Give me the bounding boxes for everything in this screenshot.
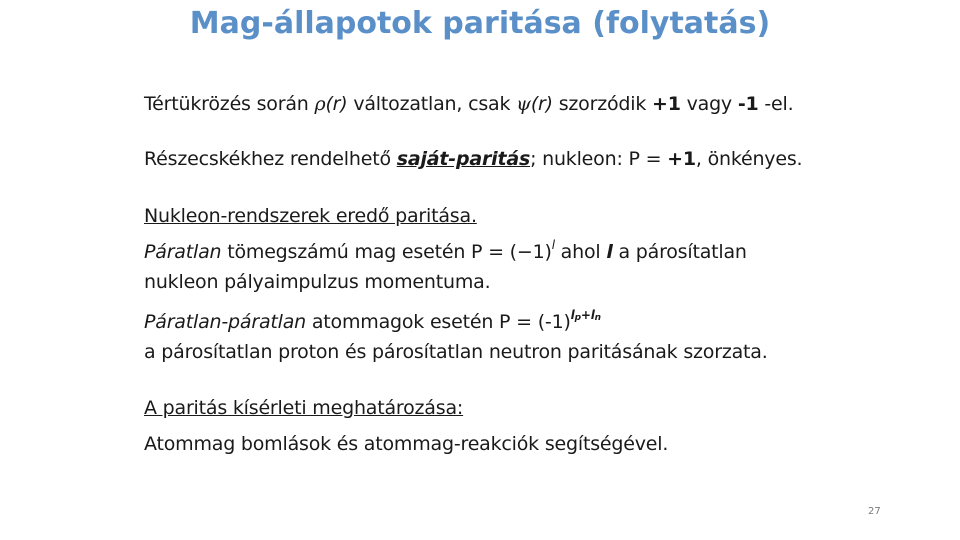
- paragraph-experimental: Atommag bomlások és atommag-reakciók segítségével.: [144, 433, 669, 455]
- text: Páratlan: [144, 241, 222, 263]
- slide-title: Mag-állapotok paritása (folytatás): [189, 6, 771, 41]
- text: (r): [325, 93, 348, 115]
- text: változatlan, csak: [347, 93, 517, 115]
- text: vagy: [680, 93, 738, 115]
- text: l: [606, 241, 613, 263]
- page-number: 27: [868, 506, 881, 517]
- heading-nucleon-systems: Nukleon-rendszerek eredő paritása.: [144, 205, 477, 227]
- psi-symbol: ψ: [516, 93, 531, 115]
- paragraph-odd-mass-cont: nukleon pályaimpulzus momentuma.: [144, 271, 491, 293]
- subscript: p: [574, 313, 581, 323]
- paragraph-spatial-reflection: [144, 89, 793, 119]
- text: szorzódik: [552, 93, 652, 115]
- text: Tértükrözés során: [144, 93, 315, 115]
- paragraph-odd-odd: [144, 307, 601, 337]
- text: a párosítatlan: [612, 241, 747, 263]
- text: Részecskékhez rendelhető: [144, 148, 397, 170]
- text: -1: [737, 93, 759, 115]
- text: atommagok esetén P = (-1): [306, 311, 571, 333]
- subscript: n: [594, 313, 601, 323]
- intrinsic-parity-term: saját-paritás: [396, 148, 531, 170]
- text: tömegszámú mag esetén P = (−1): [221, 241, 552, 263]
- superscript: l: [551, 238, 555, 252]
- superscript: [571, 308, 601, 322]
- text: -el.: [758, 93, 794, 115]
- text: +: [580, 308, 591, 322]
- text: +1: [652, 93, 681, 115]
- text: l: [590, 308, 595, 322]
- text: Páratlan-páratlan: [144, 311, 306, 333]
- paragraph-intrinsic-parity: [144, 144, 802, 174]
- rho-symbol: ρ: [314, 93, 326, 115]
- text: ahol: [554, 241, 607, 263]
- text: ; nukleon: P =: [530, 148, 668, 170]
- heading-experimental: A paritás kísérleti meghatározása:: [144, 397, 464, 419]
- text: +1: [667, 148, 696, 170]
- text: (r): [530, 93, 553, 115]
- paragraph-odd-odd-cont: a párosítatlan proton és párosítatlan neutron paritásának szorzata.: [144, 341, 768, 363]
- text: l: [570, 308, 575, 322]
- text: , önkényes.: [695, 148, 803, 170]
- paragraph-odd-mass: [144, 237, 747, 267]
